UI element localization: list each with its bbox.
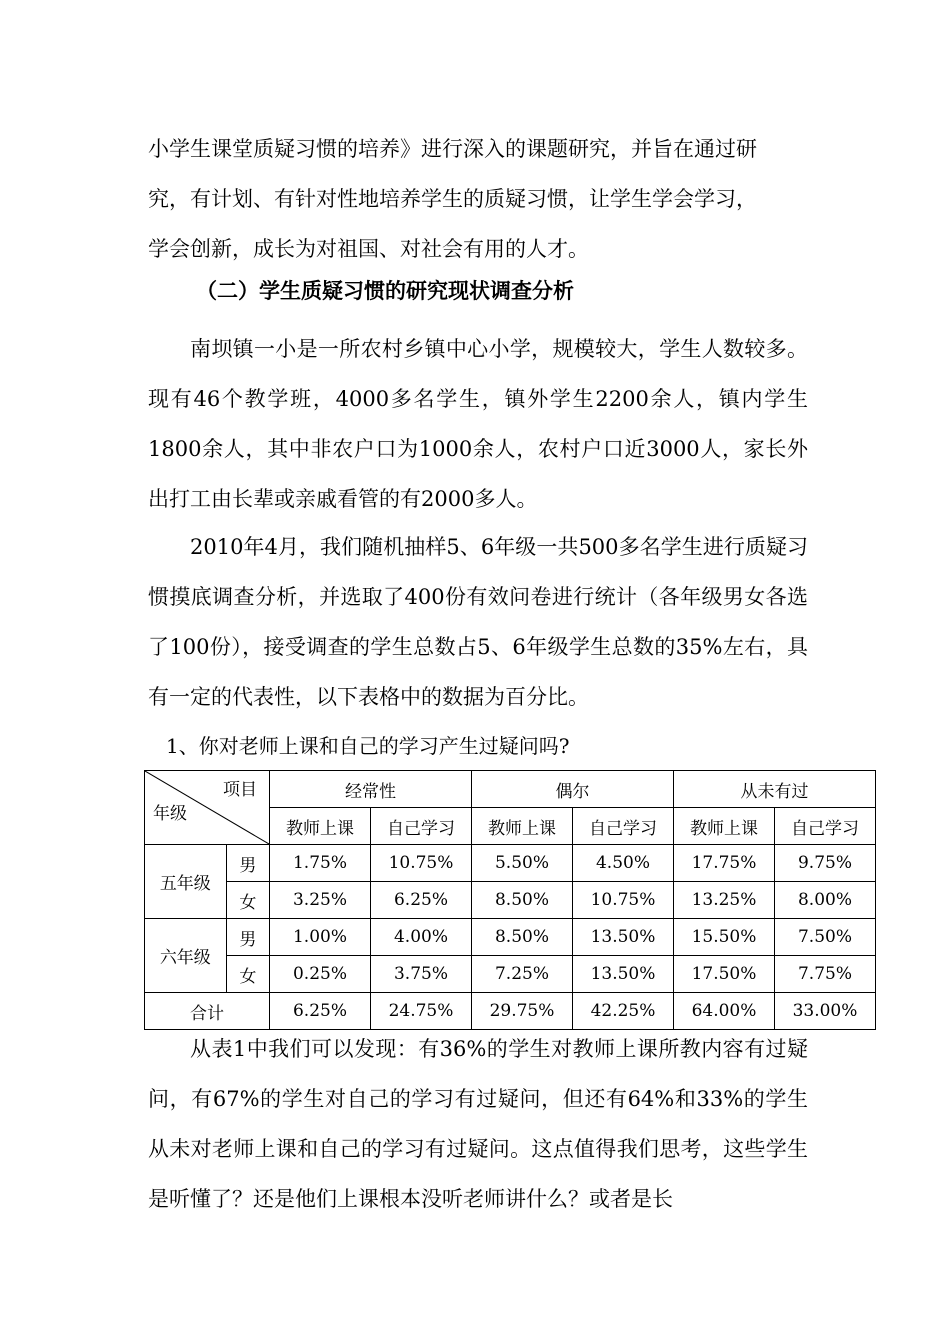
table-cell: 10.75% (371, 845, 472, 882)
table-row (145, 882, 876, 919)
intro-line: 小学生课堂质疑习惯的培养》进行深入的课题研究，并旨在通过研 (148, 137, 757, 161)
table-cell: 24.75% (371, 993, 472, 1030)
group-header: 偶尔 (472, 771, 674, 808)
table-cell: 7.50% (775, 919, 876, 956)
table-cell: 10.75% (573, 882, 674, 919)
table-cell: 0.25% (270, 956, 371, 993)
table-cell: 17.50% (674, 956, 775, 993)
intro-paragraph (148, 124, 808, 274)
table-corner-cell (145, 771, 270, 845)
table-cell: 64.00% (674, 993, 775, 1030)
table-cell: 7.75% (775, 956, 876, 993)
subheader: 教师上课 (472, 808, 573, 845)
table-cell: 13.50% (573, 919, 674, 956)
paragraph-school-overview: 南坝镇一小是一所农村乡镇中心小学，规模较大，学生人数较多。现有46个教学班，4000多名学生，镇外学生2200余人，镇内学生1800余人，其中非农户口为1000余人，农村户口近3000人，家长外出打工由长辈或亲戚看管的有2000多人。 (148, 337, 808, 511)
sex-label: 女 (226, 956, 269, 993)
table-cell: 1.00% (270, 919, 371, 956)
subheader: 自己学习 (775, 808, 876, 845)
table-cell: 4.00% (371, 919, 472, 956)
table-cell: 4.50% (573, 845, 674, 882)
intro-line: 究，有计划、有针对性地培养学生的质疑习惯，让学生学会学习， (148, 187, 757, 211)
grade-label: 五年级 (145, 845, 227, 919)
table-cell: 8.50% (472, 882, 573, 919)
survey-question: 1、你对老师上课和自己的学习产生过疑问吗? (166, 734, 570, 758)
table-cell: 6.25% (270, 993, 371, 1030)
intro-line: 学会创新，成长为对祖国、对社会有用的人才。 (148, 237, 589, 261)
table-header-row (145, 771, 876, 808)
corner-label-item: 项目 (223, 780, 257, 800)
table-cell: 3.75% (371, 956, 472, 993)
paragraph-survey-description: 2010年4月，我们随机抽样5、6年级一共500多名学生进行质疑习惯摸底调查分析，并选取了400份有效问卷进行统计（各年级男女各选了100份），接受调查的学生总数占5、6年级学生总数的35%左右，具有一定的代表性，以下表格中的数据为百分比。 (148, 535, 808, 709)
table-cell: 5.50% (472, 845, 573, 882)
subheader: 自己学习 (573, 808, 674, 845)
table-cell: 13.50% (573, 956, 674, 993)
group-header: 经常性 (270, 771, 472, 808)
grade-label: 六年级 (145, 919, 227, 993)
subheader: 教师上课 (674, 808, 775, 845)
sex-label: 男 (226, 845, 269, 882)
table-cell: 8.50% (472, 919, 573, 956)
paragraph-table-analysis: 从表1中我们可以发现：有36%的学生对教师上课所教内容有过疑问，有67%的学生对自己的学习有过疑问，但还有64%和33%的学生从未对老师上课和自己的学习有过疑问。这点值得我们思考，这些学生是听懂了？还是他们上课根本没听老师讲什么？或者是长 (148, 1037, 808, 1211)
table-cell: 9.75% (775, 845, 876, 882)
table-cell: 15.50% (674, 919, 775, 956)
table-cell: 33.00% (775, 993, 876, 1030)
table-cell: 13.25% (674, 882, 775, 919)
sex-label: 女 (226, 882, 269, 919)
table-row (145, 919, 876, 956)
table-row (145, 956, 876, 993)
section-heading: （二）学生质疑习惯的研究现状调查分析 (196, 279, 574, 303)
total-label: 合计 (145, 993, 270, 1030)
sex-label: 男 (226, 919, 269, 956)
table-cell: 3.25% (270, 882, 371, 919)
subheader: 自己学习 (371, 808, 472, 845)
table-cell: 7.25% (472, 956, 573, 993)
corner-label-grade: 年级 (153, 804, 187, 824)
table-row (145, 845, 876, 882)
table-cell: 8.00% (775, 882, 876, 919)
table-cell: 6.25% (371, 882, 472, 919)
table-cell: 1.75% (270, 845, 371, 882)
survey-table-container (144, 770, 876, 1030)
group-header: 从未有过 (674, 771, 876, 808)
survey-table (144, 770, 876, 1030)
subheader: 教师上课 (270, 808, 371, 845)
table-cell: 29.75% (472, 993, 573, 1030)
table-cell: 42.25% (573, 993, 674, 1030)
table-cell: 17.75% (674, 845, 775, 882)
